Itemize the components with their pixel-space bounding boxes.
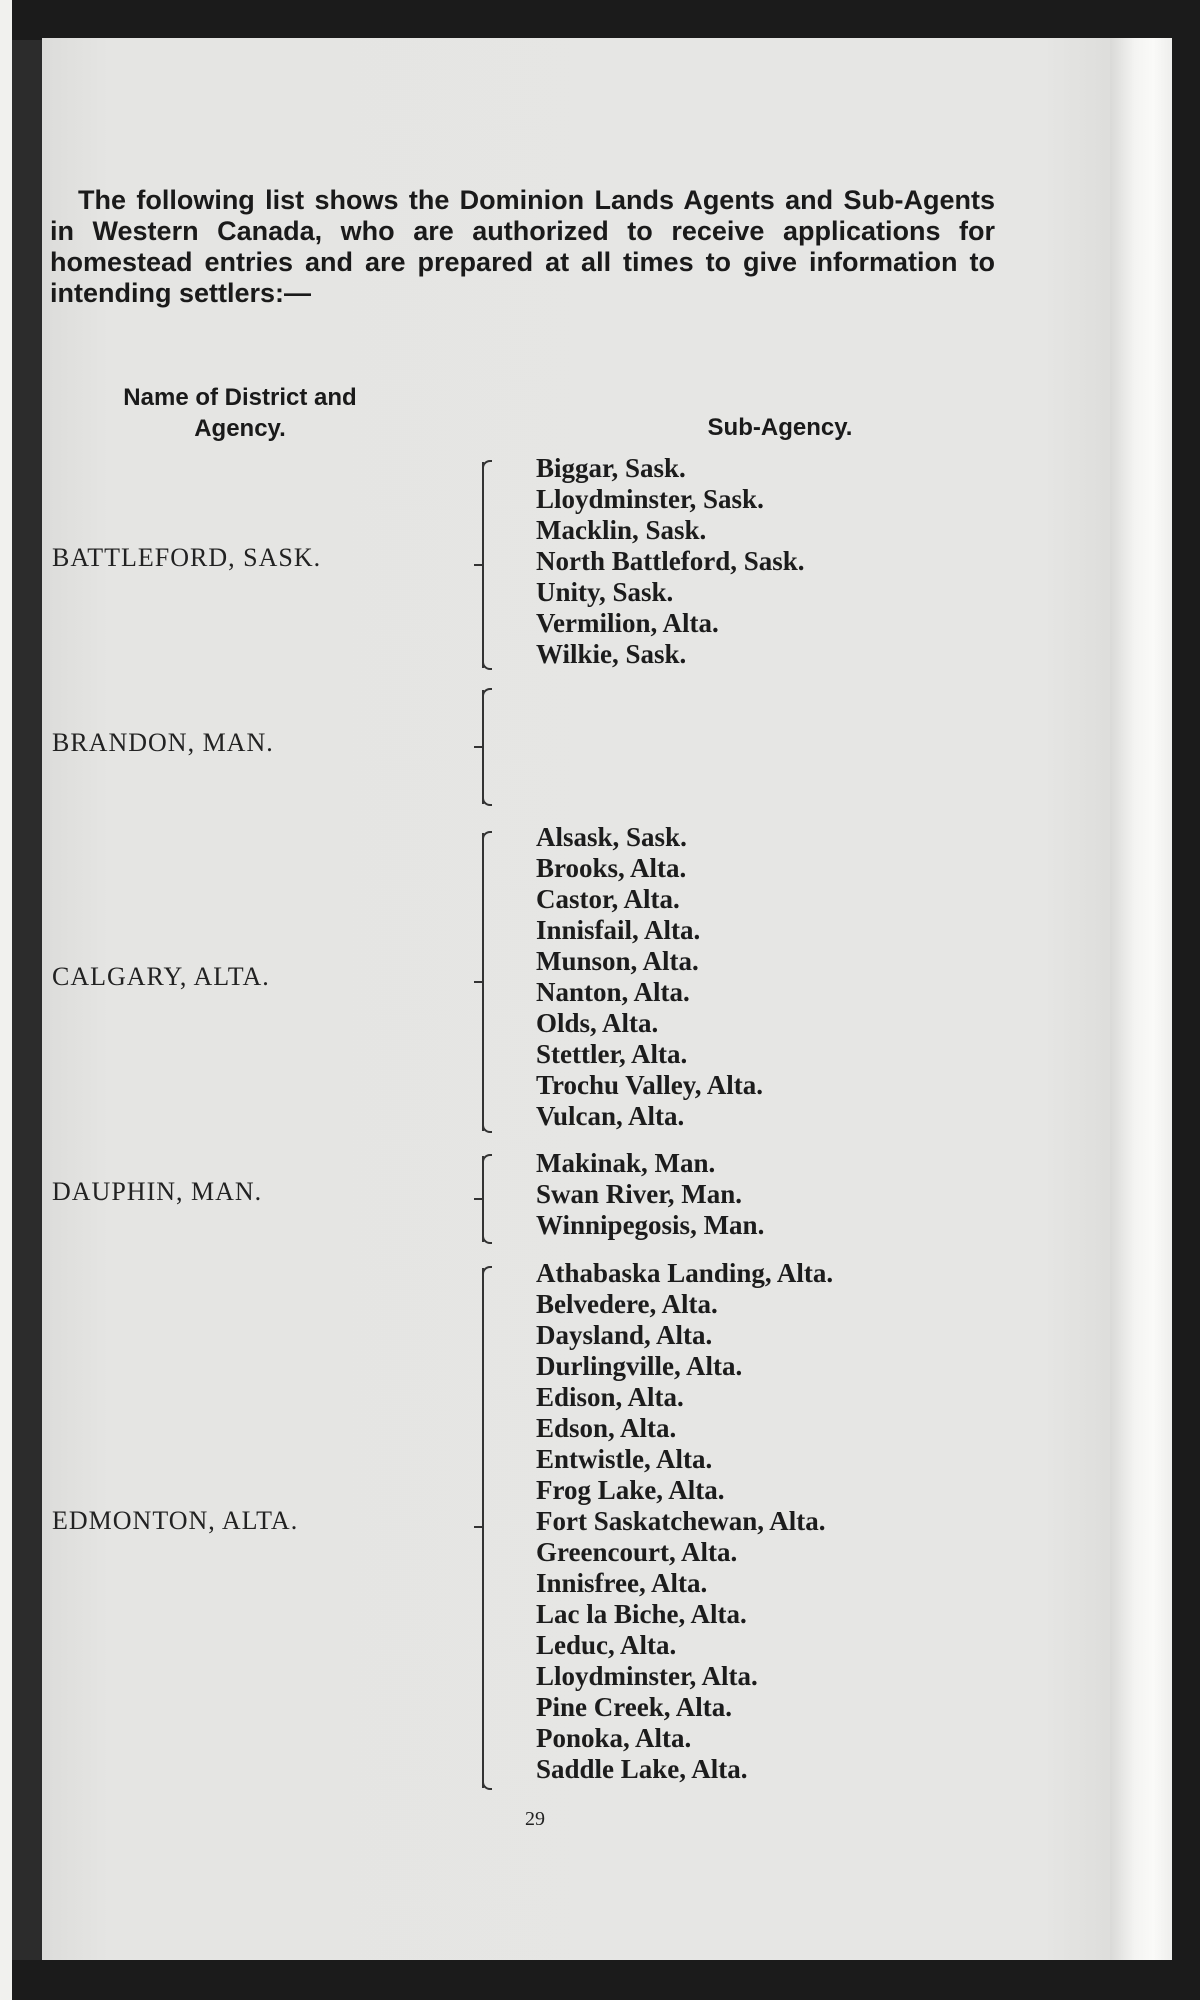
district-name: DAUPHIN, MAN. <box>52 1177 263 1206</box>
sub-agency-item: Castor, Alta. <box>536 884 680 914</box>
district-header-line-1: Name of District and <box>123 384 357 411</box>
brace-icon <box>482 690 498 804</box>
district-name: BRANDON, MAN. <box>52 728 274 757</box>
sub-agency-item: Winnipegosis, Man. <box>536 1210 765 1240</box>
district-header-line-2: Agency. <box>194 415 286 442</box>
sub-agency-item: Swan River, Man. <box>536 1179 743 1209</box>
sub-agency-item: Unity, Sask. <box>536 577 674 607</box>
sub-agency-item: Ponoka, Alta. <box>536 1723 692 1753</box>
sub-agency-item: Biggar, Sask. <box>536 453 686 483</box>
brace-icon <box>482 1156 498 1242</box>
sub-agency-item: Athabaska Landing, Alta. <box>536 1258 834 1288</box>
brace-icon <box>482 462 498 668</box>
district-name: BATTLEFORD, SASK. <box>52 543 322 572</box>
sub-agency-item: Vulcan, Alta. <box>536 1101 685 1131</box>
sub-agency-item: Vermilion, Alta. <box>536 608 719 638</box>
sub-agency-item: Innisfree, Alta. <box>536 1568 708 1598</box>
page-edge-right <box>1110 38 1172 1960</box>
sub-agency-item: Durlingville, Alta. <box>536 1351 743 1381</box>
intro-paragraph: The following list shows the Dominion Lands Agents and Sub-Agents in Western Canada, who are authorized to receive applications for homestead entries and are prepared at all times to give information to intending settlers:— <box>50 185 995 308</box>
brace-icon <box>482 833 498 1131</box>
sub-agency-item: Frog Lake, Alta. <box>536 1475 725 1505</box>
sub-agency-item: Wilkie, Sask. <box>536 639 687 669</box>
sub-agency-item: Edison, Alta. <box>536 1382 684 1412</box>
sub-agency-item: Nanton, Alta. <box>536 977 690 1007</box>
sub-agency-item: Daysland, Alta. <box>536 1320 713 1350</box>
sub-agency-item: Munson, Alta. <box>536 946 699 976</box>
sub-agency-item: Lloydminster, Alta. <box>536 1661 758 1691</box>
sub-agency-item: Edson, Alta. <box>536 1413 677 1443</box>
sub-agency-item: Stettler, Alta. <box>536 1039 688 1069</box>
sub-agency-item: Innisfail, Alta. <box>536 915 701 945</box>
sub-agency-item: Lloydminster, Sask. <box>536 484 764 514</box>
sub-agency-item: Belvedere, Alta. <box>536 1289 718 1319</box>
district-column-header <box>60 382 420 444</box>
sub-agency-item: Olds, Alta. <box>536 1008 659 1038</box>
sub-agency-list <box>536 1258 833 1785</box>
sub-agency-list <box>536 822 763 1132</box>
book-edge-left <box>0 0 12 2000</box>
sub-agency-item: Leduc, Alta. <box>536 1630 677 1660</box>
sub-agency-item: Entwistle, Alta. <box>536 1444 713 1474</box>
sub-agency-list <box>536 1148 764 1241</box>
sub-agency-item: Brooks, Alta. <box>536 853 687 883</box>
sub-agency-list <box>536 453 805 670</box>
sub-agency-column-header: Sub-Agency. <box>707 414 853 441</box>
sub-agency-item: North Battleford, Sask. <box>536 546 805 576</box>
sub-agency-item: Lac la Biche, Alta. <box>536 1599 747 1629</box>
sub-agency-item: Makinak, Man. <box>536 1148 716 1178</box>
sub-agency-item: Fort Saskatchewan, Alta. <box>536 1506 826 1536</box>
book-spine <box>12 40 42 1960</box>
sub-agency-item: Alsask, Sask. <box>536 822 687 852</box>
sub-agency-item: Trochu Valley, Alta. <box>536 1070 764 1100</box>
sub-agency-item: Pine Creek, Alta. <box>536 1692 732 1722</box>
district-name: EDMONTON, ALTA. <box>52 1506 299 1535</box>
page-number: 29 <box>525 1808 545 1830</box>
sub-agency-item: Saddle Lake, Alta. <box>536 1754 748 1784</box>
brace-icon <box>482 1268 498 1788</box>
sub-agency-item: Greencourt, Alta. <box>536 1537 738 1567</box>
district-name: CALGARY, ALTA. <box>52 962 270 991</box>
sub-agency-item: Macklin, Sask. <box>536 515 707 545</box>
